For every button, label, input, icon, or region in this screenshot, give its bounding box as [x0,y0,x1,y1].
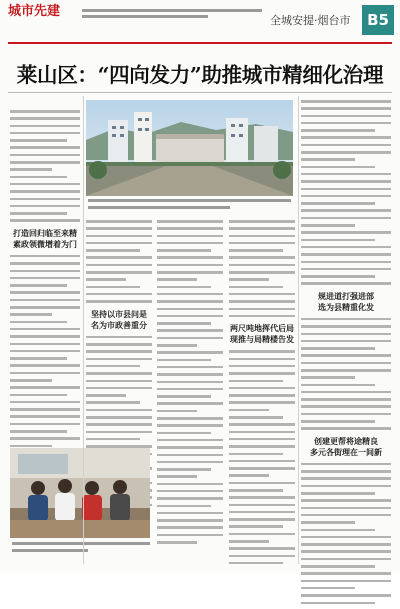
body-text-line [157,300,223,303]
body-text-line [301,224,355,227]
body-text-line [301,485,391,488]
body-text-line [157,256,223,259]
body-text-line [229,350,295,353]
edition-info [82,9,262,18]
body-text-line [229,562,283,565]
body-text-line [157,373,223,376]
body-text-line [301,369,391,372]
body-text-line [10,372,80,375]
body-text-line [229,372,295,375]
body-text-line [10,146,80,149]
body-text-line [10,161,80,164]
body-text-line [86,220,152,223]
body-text-line [301,514,391,517]
body-text-line [301,550,391,553]
body-text-line [229,387,295,390]
body-text-line [229,220,295,223]
body-text-line [301,195,391,198]
body-text-line [157,242,223,245]
body-text-line [229,489,283,492]
body-text-line [86,336,152,339]
body-text-line [86,423,152,426]
body-text-line [301,413,391,416]
body-text-line [10,321,67,324]
body-text-line [86,387,152,390]
body-text-line [229,533,295,536]
body-text-line [86,365,140,368]
body-text-line [301,470,391,473]
body-text-line [10,350,80,353]
body-text-line [301,115,391,118]
body-text-line [301,594,391,597]
body-text-line [301,166,375,169]
subhead-2: 坚持以市县问是 名为市政善重分 [91,309,147,330]
body-text-line [157,366,223,369]
body-text-line [10,445,52,448]
body-text-line [157,235,223,238]
body-text-line [301,261,391,264]
body-text-line [157,264,223,267]
body-text-line [229,445,295,448]
body-text-line [301,282,391,285]
body-text-line [301,253,391,256]
body-text-line [86,343,152,346]
body-text-line [10,313,52,316]
subhead-3: 两尺吨地挥代后局 现推与局精楼告发 [230,324,294,345]
body-text-line [10,205,80,208]
body-text-line [229,423,295,426]
headline-rule [8,92,392,93]
body-text-line [301,427,391,430]
body-text-line [157,322,211,325]
body-text-line [229,394,295,397]
subhead-1: 打造回归临至来精 素政领微增着为门 [13,228,77,249]
page-headline: 莱山区：“四向发力”助推城市精细化治理 [16,63,384,87]
body-text-line [229,525,283,528]
body-text-line [229,264,295,267]
body-text-line [229,256,295,259]
body-text-line [301,340,391,343]
caption-text-1 [88,206,230,209]
body-text-line [301,565,375,568]
body-text-line [301,420,375,423]
body-text-line [157,278,197,281]
article-column-4 [229,220,295,569]
column-divider [83,96,84,564]
body-text-line [10,168,52,171]
building-photo-image [86,100,293,196]
body-text-line [301,499,391,502]
body-text-line [157,359,211,362]
body-text-line [86,409,152,412]
body-text-line [301,529,375,532]
body-text-line [301,151,391,154]
body-text-line [301,136,391,139]
body-text-line [157,446,223,449]
body-text-line [301,536,391,539]
section-name: 全城安提·烟台市 [270,14,351,27]
body-text-line [229,235,295,238]
body-text-line [229,518,295,521]
article-column-1 [10,110,80,459]
body-text-line [10,386,80,389]
body-text-line [10,394,67,397]
body-text-line [301,580,391,583]
body-text-line [229,511,295,514]
body-text-line [301,362,391,365]
subhead-5: 创建更帮将途精良 多元各街理在一间新 [310,436,382,457]
body-text-line [86,300,152,303]
body-text-line [301,587,355,590]
body-text-line [10,277,80,280]
body-text-line [86,431,152,434]
body-text-line [10,132,80,135]
body-text-line [10,430,67,433]
body-text-line [229,540,269,543]
body-text-line [301,100,391,103]
body-text-line [229,467,295,470]
body-text-line [86,286,140,289]
edition-info-text [82,15,208,18]
body-text-line [86,264,152,267]
article-column-5 [301,100,391,609]
body-text-line [229,293,295,296]
body-text-line [157,329,223,332]
body-text-line [157,534,223,537]
body-text-line [157,402,223,405]
body-text-line [157,337,223,340]
body-text-line [229,286,283,289]
body-text-line [157,439,223,442]
body-text-line [86,293,152,296]
body-text-line [301,325,391,328]
body-text-line [301,217,391,220]
body-text-line [157,220,223,223]
body-text-line [86,380,152,383]
body-text-line [301,376,355,379]
body-text-line [157,315,223,318]
body-text-line [301,333,391,336]
photo-caption-2 [12,542,150,554]
body-text-line [10,379,52,382]
body-text-line [10,357,67,360]
building-photo [86,100,293,196]
body-text-line [157,286,211,289]
body-text-line [10,343,80,346]
body-text-line [10,125,80,128]
body-text-line [229,547,295,550]
body-text-line [86,278,126,281]
body-text-line [10,139,67,142]
body-text-line [301,202,375,205]
body-text-line [301,173,391,176]
logo-text: 城市先建 [8,4,61,19]
body-text-line [157,519,223,522]
newspaper-logo [8,4,70,36]
body-text-line [86,358,152,361]
body-text-line [157,344,197,347]
body-text-line [86,350,152,353]
body-text-line [157,432,211,435]
body-text-line [229,431,295,434]
body-text-line [10,423,80,426]
body-text-line [157,475,197,478]
body-text-line [229,482,295,485]
body-text-line [10,364,80,367]
body-text-line [301,209,391,212]
page-number: B5 [362,5,394,35]
body-text-line [157,526,223,529]
body-text-line [86,249,140,252]
body-text-line [301,492,375,495]
body-text-line [86,372,152,375]
body-text-line [301,144,391,147]
masthead [0,0,400,42]
body-text-line [10,270,80,273]
body-text-line [301,275,375,278]
body-text-line [157,461,223,464]
body-text-line [301,463,391,466]
body-text-line [301,231,391,234]
body-text-line [229,380,283,383]
body-text-line [301,268,391,271]
body-text-line [10,299,80,302]
body-text-line [10,154,80,157]
body-text-line [10,291,80,294]
body-text-line [86,416,152,419]
body-text-line [229,409,269,412]
body-text-line [301,347,375,350]
body-text-line [157,468,211,471]
body-text-line [301,543,391,546]
body-text-line [301,521,355,524]
body-text-line [157,293,223,296]
body-text-line [301,107,391,110]
body-text-line [10,190,80,193]
body-text-line [301,558,391,561]
body-text-line [301,246,391,249]
body-text-line [157,381,223,384]
body-text-line [10,183,80,186]
body-text-line [86,394,126,397]
body-text-line [229,308,295,311]
body-text-line [157,227,223,230]
body-text-line [301,122,391,125]
meeting-photo [10,448,150,538]
body-text-line [157,490,223,493]
body-text-line [10,335,80,338]
body-text-line [86,256,152,259]
body-text-line [157,395,211,398]
body-text-line [10,284,67,287]
article-column-3 [157,220,223,548]
body-text-line [301,405,391,408]
body-text-line [301,239,375,242]
body-text-line [301,188,391,191]
body-text-line [229,438,295,441]
column-divider [298,96,299,564]
body-text-line [157,308,223,311]
body-text-line [10,198,80,201]
body-text-line [229,496,295,499]
body-text-line [10,437,80,440]
body-text-line [157,410,197,413]
body-text-line [157,454,223,457]
body-text-line [301,354,391,357]
body-text-line [301,398,391,401]
body-text-line [229,474,269,477]
body-text-line [86,401,140,404]
body-text-line [157,424,223,427]
body-text-line [86,242,152,245]
body-text-line [10,110,80,113]
body-text-line [157,271,223,274]
body-text-line [229,300,295,303]
body-text-line [229,271,295,274]
body-text-line [301,180,391,183]
body-text-line [10,176,67,179]
body-text-line [86,438,140,441]
body-text-line [86,271,152,274]
body-text-line [157,417,223,420]
body-text-line [301,391,391,394]
body-text-line [157,351,223,354]
body-text-line [157,505,211,508]
subhead-4: 规进道打强进部 选为县精重化发 [318,291,374,312]
body-text-line [157,497,223,500]
body-text-line [229,401,295,404]
body-text-line [10,328,80,331]
body-text-line [229,278,269,281]
body-text-line [10,306,80,309]
body-text-line [10,255,80,258]
body-text-line [86,227,152,230]
body-text-line [229,460,295,463]
body-text-line [229,416,283,419]
body-text-line [301,318,391,321]
body-text-line [229,365,295,368]
body-text-line [157,541,197,544]
photo-caption-1 [88,199,291,211]
body-text-line [301,384,375,387]
body-text-line [229,227,295,230]
body-text-line [157,249,211,252]
body-text-line [10,408,80,411]
meeting-photo-image [10,448,150,538]
masthead-rule [8,42,392,44]
body-text-line [86,235,152,238]
body-text-line [10,415,80,418]
body-text-line [157,512,223,515]
body-text-line [229,249,283,252]
body-text-line [229,504,295,507]
body-text-line [301,572,391,575]
body-text-line [10,117,80,120]
body-text-line [157,388,223,391]
body-text-line [229,453,283,456]
body-text-line [301,602,375,605]
body-text-line [10,212,67,215]
body-text-line [157,483,223,486]
body-text-line [229,315,295,318]
caption-text-2 [12,549,88,552]
body-text-line [301,129,375,132]
body-text-line [301,477,391,480]
body-text-line [229,242,295,245]
body-text-line [229,358,295,361]
body-text-line [10,401,80,404]
body-text-line [301,158,355,161]
body-text-line [10,262,80,265]
body-text-line [301,507,391,510]
body-text-line [10,219,80,222]
body-text-line [229,555,295,558]
